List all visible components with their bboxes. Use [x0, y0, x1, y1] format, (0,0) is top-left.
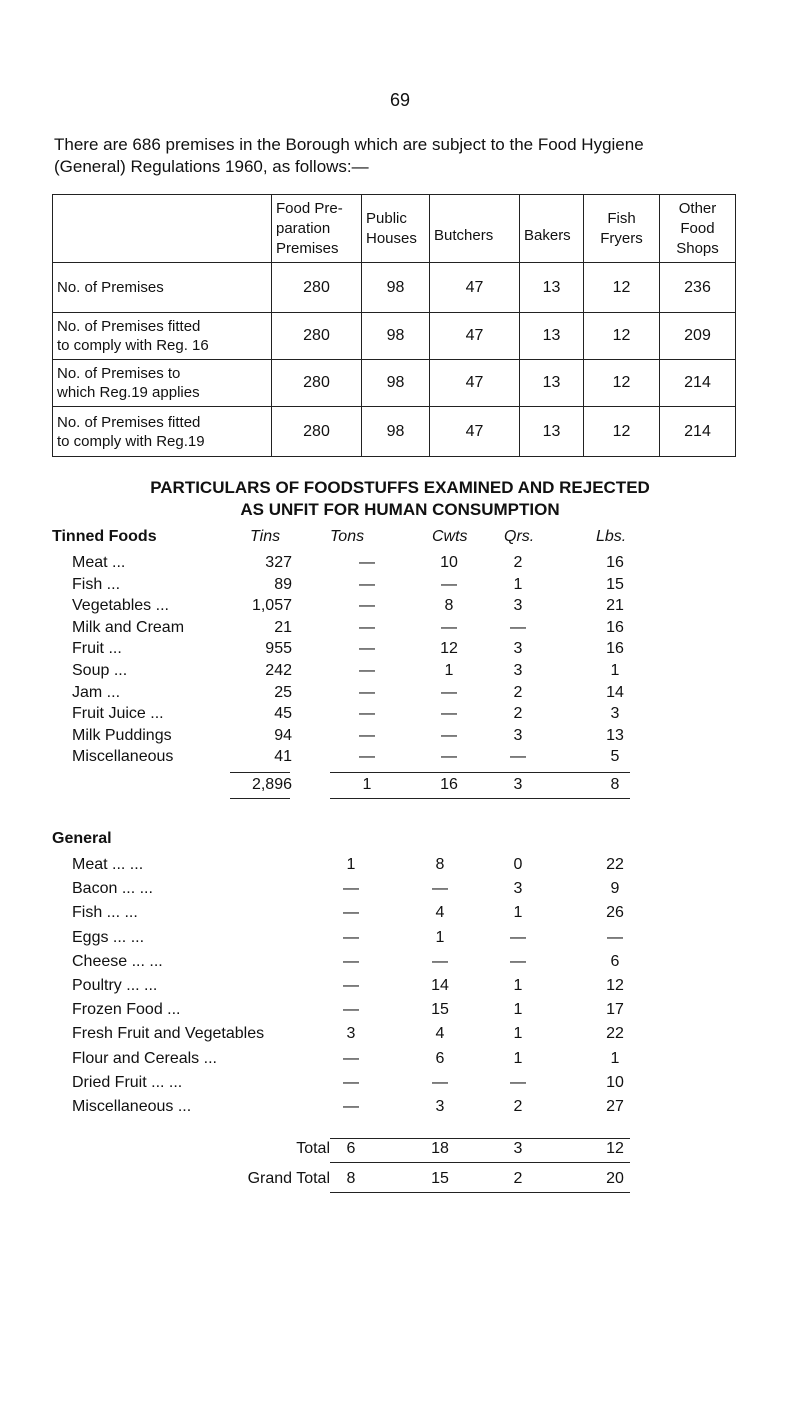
- premises-header-row: [53, 195, 736, 263]
- tinned-total-qrs: 3: [513, 776, 523, 793]
- lbs-value: —: [607, 928, 623, 946]
- cell: 47: [430, 263, 520, 313]
- tons-value: —: [343, 928, 359, 946]
- tons-value: —: [359, 618, 375, 636]
- qrs-value: 3: [513, 640, 523, 658]
- table-row: [0, 929, 800, 951]
- lbs-value: 1: [610, 1049, 620, 1067]
- qrs-value: 1: [513, 1025, 523, 1043]
- item-label: Miscellaneous: [72, 748, 174, 766]
- tinned-foods-heading: Tinned Foods: [52, 528, 157, 545]
- lbs-value: 6: [610, 952, 620, 970]
- general-heading: General: [52, 830, 112, 847]
- header-bakers: Bakers: [520, 195, 584, 263]
- cwts-value: 10: [440, 554, 458, 571]
- qrs-value: 2: [513, 554, 523, 571]
- item-label: Jam ...: [72, 683, 121, 701]
- qrs-value: —: [510, 748, 526, 766]
- tons-value: —: [343, 1001, 359, 1019]
- tons-value: —: [343, 977, 359, 994]
- table-row: [0, 880, 800, 902]
- general-total-lbs: 12: [606, 1140, 624, 1157]
- column-tons: Tons: [330, 528, 365, 545]
- qrs-value: 0: [513, 856, 523, 873]
- grand-total-tons: 8: [346, 1170, 356, 1187]
- general-total-label: Total: [296, 1140, 330, 1157]
- lbs-value: 14: [606, 683, 624, 701]
- item-label: Miscellaneous ...: [72, 1098, 192, 1115]
- header-food-preparation: Food Pre- paration Premises: [272, 195, 362, 263]
- item-label: Flour and Cereals ...: [72, 1049, 217, 1067]
- lbs-value: 21: [606, 597, 624, 615]
- item-label: Meat ... ...: [72, 856, 144, 873]
- cell: 280: [272, 360, 362, 407]
- cell: 98: [362, 263, 430, 313]
- lbs-value: 16: [606, 640, 624, 658]
- table-row: [0, 619, 800, 641]
- cwts-value: 15: [431, 1001, 449, 1019]
- total-rule: [330, 1162, 630, 1163]
- cell: 13: [520, 263, 584, 313]
- cwts-value: 8: [444, 597, 454, 615]
- item-label: Fish ... ...: [72, 904, 138, 922]
- particulars-title: PARTICULARS OF FOODSTUFFS EXAMINED AND REJECTED: [150, 478, 650, 497]
- tinned-total-row: [0, 776, 800, 798]
- tins-value: 955: [265, 640, 292, 658]
- qrs-value: 1: [513, 977, 523, 994]
- cwts-value: —: [441, 618, 457, 636]
- cwts-value: —: [441, 705, 457, 723]
- tons-value: —: [343, 1073, 359, 1091]
- tons-value: —: [343, 952, 359, 970]
- particulars-subtitle: AS UNFIT FOR HUMAN CONSUMPTION: [240, 500, 560, 519]
- grand-total-lbs: 20: [606, 1170, 624, 1187]
- tinned-total-tons: 1: [362, 776, 372, 793]
- tins-value: 94: [274, 726, 292, 744]
- table-row: [0, 684, 800, 706]
- total-rule: [230, 798, 290, 799]
- cell: 280: [272, 263, 362, 313]
- grand-total-label: Grand Total: [247, 1170, 330, 1187]
- intro-paragraph: [54, 134, 754, 178]
- tons-value: 1: [346, 856, 356, 873]
- cell: 214: [660, 407, 736, 457]
- tons-value: —: [359, 554, 375, 571]
- table-row: [0, 977, 800, 999]
- lbs-value: 12: [606, 977, 624, 994]
- lbs-value: 9: [610, 880, 620, 898]
- lbs-value: 26: [606, 904, 624, 922]
- row-label: No. of Premises fitted to comply with Reg.19: [53, 407, 272, 457]
- tins-value: 327: [265, 554, 292, 571]
- cell: 13: [520, 313, 584, 360]
- table-row: [53, 407, 736, 457]
- lbs-value: 10: [606, 1073, 624, 1091]
- column-tins: Tins: [250, 528, 281, 545]
- lbs-value: 16: [606, 554, 624, 571]
- column-qrs: Qrs.: [504, 528, 535, 545]
- lbs-value: 22: [606, 856, 624, 873]
- qrs-value: 1: [513, 1001, 523, 1019]
- item-label: Cheese ... ...: [72, 952, 163, 970]
- tins-value: 1,057: [251, 597, 292, 615]
- lbs-value: 22: [606, 1025, 624, 1043]
- table-row: [53, 360, 736, 407]
- qrs-value: 1: [513, 904, 523, 922]
- cwts-value: 1: [444, 662, 454, 679]
- qrs-value: —: [510, 952, 526, 970]
- cwts-value: —: [441, 575, 457, 593]
- cell: 47: [430, 313, 520, 360]
- tinned-total-lbs: 8: [610, 776, 620, 793]
- header-public-houses: Public Houses: [362, 195, 430, 263]
- total-rule: [330, 772, 630, 773]
- cell: 12: [584, 263, 660, 313]
- tons-value: —: [359, 705, 375, 723]
- grand-total-qrs: 2: [513, 1170, 523, 1187]
- cwts-value: 6: [435, 1049, 445, 1067]
- lbs-value: 17: [606, 1001, 624, 1019]
- cell: 12: [584, 360, 660, 407]
- lbs-value: 16: [606, 618, 624, 636]
- lbs-value: 3: [610, 705, 620, 723]
- header-butchers: Butchers: [430, 195, 520, 263]
- cwts-value: —: [441, 683, 457, 701]
- qrs-value: —: [510, 928, 526, 946]
- cell: 98: [362, 313, 430, 360]
- cell: 12: [584, 407, 660, 457]
- tons-value: 3: [346, 1025, 356, 1043]
- total-rule: [230, 772, 290, 773]
- table-row: [53, 313, 736, 360]
- row-label: No. of Premises to which Reg.19 applies: [53, 360, 272, 407]
- item-label: Milk and Cream: [72, 618, 185, 636]
- table-row: [0, 1074, 800, 1096]
- table-row: [0, 554, 800, 576]
- tons-value: —: [359, 640, 375, 658]
- tins-value: 25: [274, 683, 292, 701]
- tins-value: 89: [274, 575, 292, 593]
- item-label: Fish ...: [72, 575, 121, 593]
- total-rule: [330, 1138, 630, 1139]
- table-row: [0, 1098, 800, 1120]
- tinned-total-tins: 2,896: [251, 776, 292, 793]
- cell: 236: [660, 263, 736, 313]
- column-cwts: Cwts: [432, 528, 468, 545]
- lbs-value: 5: [610, 748, 620, 766]
- cell: 98: [362, 360, 430, 407]
- qrs-value: 1: [513, 1049, 523, 1067]
- cell: 280: [272, 407, 362, 457]
- cwts-value: 4: [435, 904, 445, 922]
- header-fish-fryers: Fish Fryers: [584, 195, 660, 263]
- table-row: [0, 904, 800, 926]
- cwts-value: —: [441, 726, 457, 744]
- general-total-tons: 6: [346, 1140, 356, 1157]
- tons-value: —: [359, 683, 375, 701]
- tons-value: —: [359, 597, 375, 615]
- item-label: Meat ...: [72, 554, 126, 571]
- tins-value: 45: [274, 705, 292, 723]
- item-label: Fruit ...: [72, 640, 122, 658]
- lbs-value: 1: [610, 662, 620, 679]
- qrs-value: 1: [513, 575, 523, 593]
- tons-value: —: [343, 1049, 359, 1067]
- table-row: [0, 1001, 800, 1023]
- general-total-row: [0, 1140, 800, 1162]
- tons-value: —: [359, 748, 375, 766]
- tons-value: —: [359, 662, 375, 679]
- table-row: [53, 263, 736, 313]
- general-total-cwts: 18: [431, 1140, 449, 1157]
- table-row: [0, 727, 800, 749]
- cwts-value: 3: [435, 1098, 445, 1115]
- qrs-value: —: [510, 618, 526, 636]
- qrs-value: 3: [513, 662, 523, 679]
- item-label: Fruit Juice ...: [72, 705, 164, 723]
- item-label: Frozen Food ...: [72, 1001, 181, 1019]
- page-number: 69: [389, 90, 411, 110]
- qrs-value: 3: [513, 597, 523, 615]
- table-row: [0, 1025, 800, 1047]
- cwts-value: —: [432, 1073, 448, 1091]
- cwts-value: 8: [435, 856, 445, 873]
- total-rule: [330, 798, 630, 799]
- item-label: Poultry ... ...: [72, 977, 158, 994]
- tons-value: —: [359, 575, 375, 593]
- tons-value: —: [343, 904, 359, 922]
- table-row: [0, 640, 800, 662]
- item-label: Fresh Fruit and Vegetables: [72, 1025, 265, 1043]
- item-label: Dried Fruit ... ...: [72, 1073, 183, 1091]
- item-label: Vegetables ...: [72, 597, 169, 615]
- table-row: [0, 856, 800, 878]
- cell: 98: [362, 407, 430, 457]
- total-rule: [330, 1192, 630, 1193]
- qrs-value: —: [510, 1073, 526, 1091]
- cell: 13: [520, 360, 584, 407]
- qrs-value: 2: [513, 705, 523, 723]
- cell: 47: [430, 407, 520, 457]
- table-row: [0, 597, 800, 619]
- header-other-food-shops: Other Food Shops: [660, 195, 736, 263]
- cwts-value: —: [441, 748, 457, 766]
- qrs-value: 2: [513, 1098, 523, 1115]
- cwts-value: 1: [435, 928, 445, 946]
- general-total-qrs: 3: [513, 1140, 523, 1157]
- table-row: [0, 953, 800, 975]
- cell: 209: [660, 313, 736, 360]
- cwts-value: 12: [440, 640, 458, 658]
- cwts-value: 4: [435, 1025, 445, 1043]
- intro-line-1: There are 686 premises in the Borough which are subject to the Food Hygiene: [54, 135, 644, 154]
- premises-table: [52, 194, 736, 457]
- cell: 47: [430, 360, 520, 407]
- item-label: Soup ...: [72, 662, 128, 679]
- item-label: Eggs ... ...: [72, 928, 145, 946]
- row-label: No. of Premises: [53, 263, 272, 313]
- cell: 12: [584, 313, 660, 360]
- tins-value: 242: [265, 662, 292, 679]
- lbs-value: 13: [606, 726, 624, 744]
- grand-total-cwts: 15: [431, 1170, 449, 1187]
- item-label: Milk Puddings: [72, 726, 172, 744]
- header-blank: [53, 195, 272, 263]
- item-label: Bacon ... ...: [72, 880, 153, 898]
- table-row: [0, 576, 800, 598]
- qrs-value: 2: [513, 683, 523, 701]
- table-row: [0, 748, 800, 770]
- intro-line-2: (General) Regulations 1960, as follows:—: [54, 157, 369, 176]
- lbs-value: 15: [606, 575, 624, 593]
- cwts-value: —: [432, 952, 448, 970]
- cell: 13: [520, 407, 584, 457]
- qrs-value: 3: [513, 880, 523, 898]
- table-row: [0, 1050, 800, 1072]
- tins-value: 41: [274, 748, 292, 766]
- qrs-value: 3: [513, 726, 523, 744]
- cell: 280: [272, 313, 362, 360]
- tons-value: —: [343, 1098, 359, 1115]
- cwts-value: —: [432, 880, 448, 898]
- cell: 214: [660, 360, 736, 407]
- cwts-value: 14: [431, 977, 449, 994]
- column-lbs: Lbs.: [596, 528, 627, 545]
- tins-value: 21: [274, 618, 292, 636]
- row-label: No. of Premises fitted to comply with Reg. 16: [53, 313, 272, 360]
- table-row: [0, 705, 800, 727]
- lbs-value: 27: [606, 1098, 624, 1115]
- grand-total-row: [0, 1170, 800, 1192]
- table-row: [0, 662, 800, 684]
- tons-value: —: [343, 880, 359, 898]
- tons-value: —: [359, 726, 375, 744]
- tinned-total-cwts: 16: [440, 776, 458, 793]
